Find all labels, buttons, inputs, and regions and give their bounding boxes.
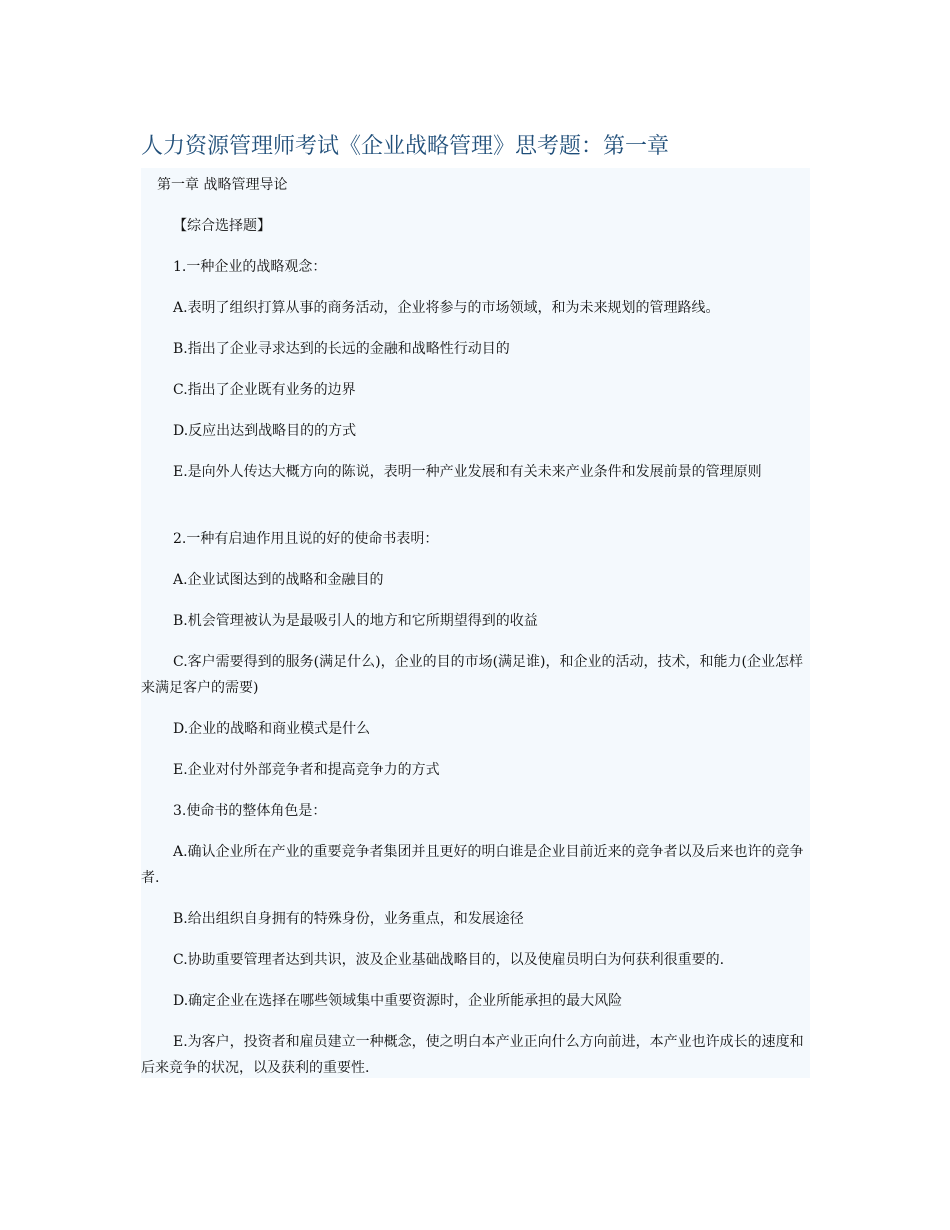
question-1-option-b: B.指出了企业寻求达到的长远的金融和战略性行动目的 bbox=[173, 341, 510, 357]
question-3-option-d: D.确定企业在选择在哪些领域集中重要资源时，企业所能承担的最大风险 bbox=[173, 993, 623, 1009]
page-title: 人力资源管理师考试《企业战略管理》思考题：第一章 bbox=[141, 134, 670, 159]
section-heading: 【综合选择题】 bbox=[173, 218, 271, 234]
document-body bbox=[141, 168, 810, 1078]
question-3-option-c: C.协助重要管理者达到共识，波及企业基础战略目的，以及使雇员明白为何获利很重要的. bbox=[173, 952, 725, 968]
question-2-option-e: E.企业对付外部竞争者和提高竞争力的方式 bbox=[173, 762, 440, 778]
question-2-option-a: A.企业试图达到的战略和金融目的 bbox=[173, 572, 384, 588]
question-1-option-a: A.表明了组织打算从事的商务活动，企业将参与的市场领域，和为未来规划的管理路线。 bbox=[173, 300, 720, 316]
question-2-option-c: C.客户需要得到的服务(满足什么)，企业的目的市场(满足谁)，和企业的活动，技术，和能力(企业怎样来满足客户的需要) bbox=[141, 654, 803, 696]
question-3: 3.使命书的整体角色是： bbox=[173, 803, 327, 819]
question-2-option-b: B.机会管理被认为是最吸引人的地方和它所期望得到的收益 bbox=[173, 613, 538, 629]
question-3-option-b: B.给出组织自身拥有的特殊身份，业务重点，和发展途径 bbox=[173, 911, 524, 927]
chapter-heading: 第一章 战略管理导论 bbox=[157, 177, 288, 193]
question-2-option-d: D.企业的战略和商业模式是什么 bbox=[173, 721, 371, 737]
question-1-option-d: D.反应出达到战略目的的方式 bbox=[173, 423, 357, 439]
question-2: 2.一种有启迪作用且说的好的使命书表明： bbox=[173, 531, 439, 547]
question-1-option-c: C.指出了企业既有业务的边界 bbox=[173, 382, 356, 398]
question-1-option-e: E.是向外人传达大概方向的陈说，表明一种产业发展和有关未来产业条件和发展前景的管理原则 bbox=[173, 464, 762, 480]
question-1: 1.一种企业的战略观念： bbox=[173, 259, 327, 275]
question-3-option-a: A.确认企业所在产业的重要竞争者集团并且更好的明白谁是企业目前近来的竞争者以及后来也许的竞争者. bbox=[141, 844, 804, 886]
question-3-option-e: E.为客户，投资者和雇员建立一种概念，使之明白本产业正向什么方向前进，本产业也许成长的速度和后来竞争的状况，以及获利的重要性. bbox=[141, 1034, 804, 1076]
